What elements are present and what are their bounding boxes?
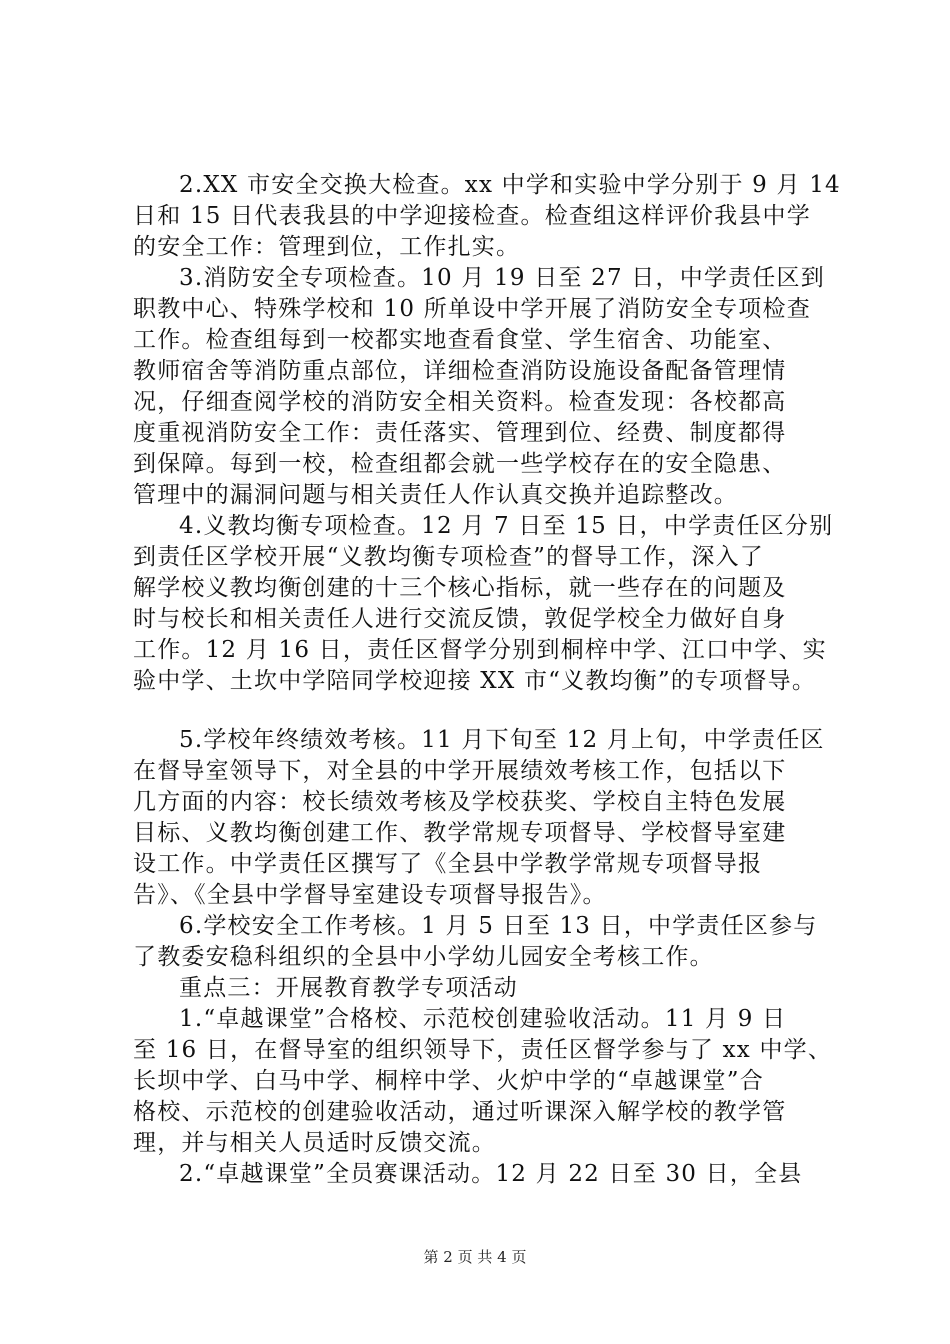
text-line: 管理中的漏洞问题与相关责任人作认真交换并追踪整改。	[133, 482, 738, 508]
text-line: 教师宿舍等消防重点部位，详细检查消防设施设备配备管理情	[133, 358, 787, 384]
text-line: 告》、《全县中学督导室建设专项督导报告》。	[133, 882, 607, 908]
text-line: 3.消防安全专项检查。10 月 19 日至 27 日，中学责任区到	[179, 265, 825, 291]
text-line: 至 16 日，在督导室的组织领导下，责任区督学参与了 xx 中学、	[133, 1037, 833, 1063]
page-footer	[0, 1246, 950, 1268]
text-line: 1.“卓越课堂”合格校、示范校创建验收活动。11 月 9 日	[179, 1006, 787, 1032]
text-line: 4.义教均衡专项检查。12 月 7 日至 15 日，中学责任区分别	[179, 513, 834, 539]
text-line: 目标、义教均衡创建工作、教学常规专项督导、学校督导室建	[133, 820, 787, 846]
page-indicator: 第 2 页 共 4 页	[423, 1248, 527, 1266]
text-line: 在督导室领导下，对全县的中学开展绩效考核工作，包括以下	[133, 758, 787, 784]
text-line: 设工作。中学责任区撰写了《全县中学教学常规专项督导报	[133, 851, 763, 877]
text-line: 格校、示范校的创建验收活动，通过听课深入解学校的教学管	[133, 1099, 787, 1125]
heading-line: 重点三：开展教育教学专项活动	[179, 975, 518, 1001]
text-line: 验中学、土坎中学陪同学校迎接 XX 市“义教均衡”的专项督导。	[133, 668, 817, 694]
text-line: 解学校义教均衡创建的十三个核心指标，就一些存在的问题及	[133, 575, 787, 601]
text-line: 6.学校安全工作考核。1 月 5 日至 13 日，中学责任区参与	[179, 913, 818, 939]
text-line: 了教委安稳科组织的全县中小学幼儿园安全考核工作。	[133, 944, 714, 970]
text-line: 日和 15 日代表我县的中学迎接检查。检查组这样评价我县中学	[133, 203, 811, 229]
paragraph-activity-2	[133, 1159, 833, 1190]
paragraph-item-4	[133, 511, 833, 697]
text-line: 工作。12 月 16 日，责任区督学分别到桐梓中学、江口中学、实	[133, 637, 827, 663]
text-line: 职教中心、特殊学校和 10 所单设中学开展了消防安全专项检查	[133, 296, 811, 322]
paragraph-activity-1	[133, 1004, 833, 1159]
document-body	[133, 170, 841, 1190]
text-line: 况，仔细查阅学校的消防安全相关资料。检查发现：各校都高	[133, 389, 787, 415]
text-line: 的安全工作：管理到位，工作扎实。	[133, 234, 521, 260]
text-line: 几方面的内容：校长绩效考核及学校获奖、学校自主特色发展	[133, 789, 787, 815]
text-line: 2.“卓越课堂”全员赛课活动。12 月 22 日至 30 日，全县	[179, 1161, 803, 1187]
paragraph-item-6	[133, 911, 833, 973]
section-heading-focus-3	[133, 973, 833, 1004]
text-line: 理，并与相关人员适时反馈交流。	[133, 1130, 496, 1156]
paragraph-item-2	[133, 170, 841, 263]
text-line: 2.XX 市安全交换大检查。xx 中学和实验中学分别于 9 月 14	[179, 172, 841, 198]
text-line: 时与校长和相关责任人进行交流反馈，敦促学校全力做好自身	[133, 606, 787, 632]
text-line: 5.学校年终绩效考核。11 月下旬至 12 月上旬，中学责任区	[179, 727, 825, 753]
text-line: 度重视消防安全工作：责任落实、管理到位、经费、制度都得	[133, 420, 787, 446]
text-line: 长坝中学、白马中学、桐梓中学、火炉中学的“卓越课堂”合	[133, 1068, 764, 1094]
blank-line	[133, 697, 833, 725]
text-line: 工作。检查组每到一校都实地查看食堂、学生宿舍、功能室、	[133, 327, 787, 353]
text-line: 到保障。每到一校，检查组都会就一些学校存在的安全隐患、	[133, 451, 787, 477]
paragraph-item-3	[133, 263, 833, 511]
text-line: 到责任区学校开展“义教均衡专项检查”的督导工作，深入了	[133, 544, 764, 570]
paragraph-item-5	[133, 725, 833, 911]
